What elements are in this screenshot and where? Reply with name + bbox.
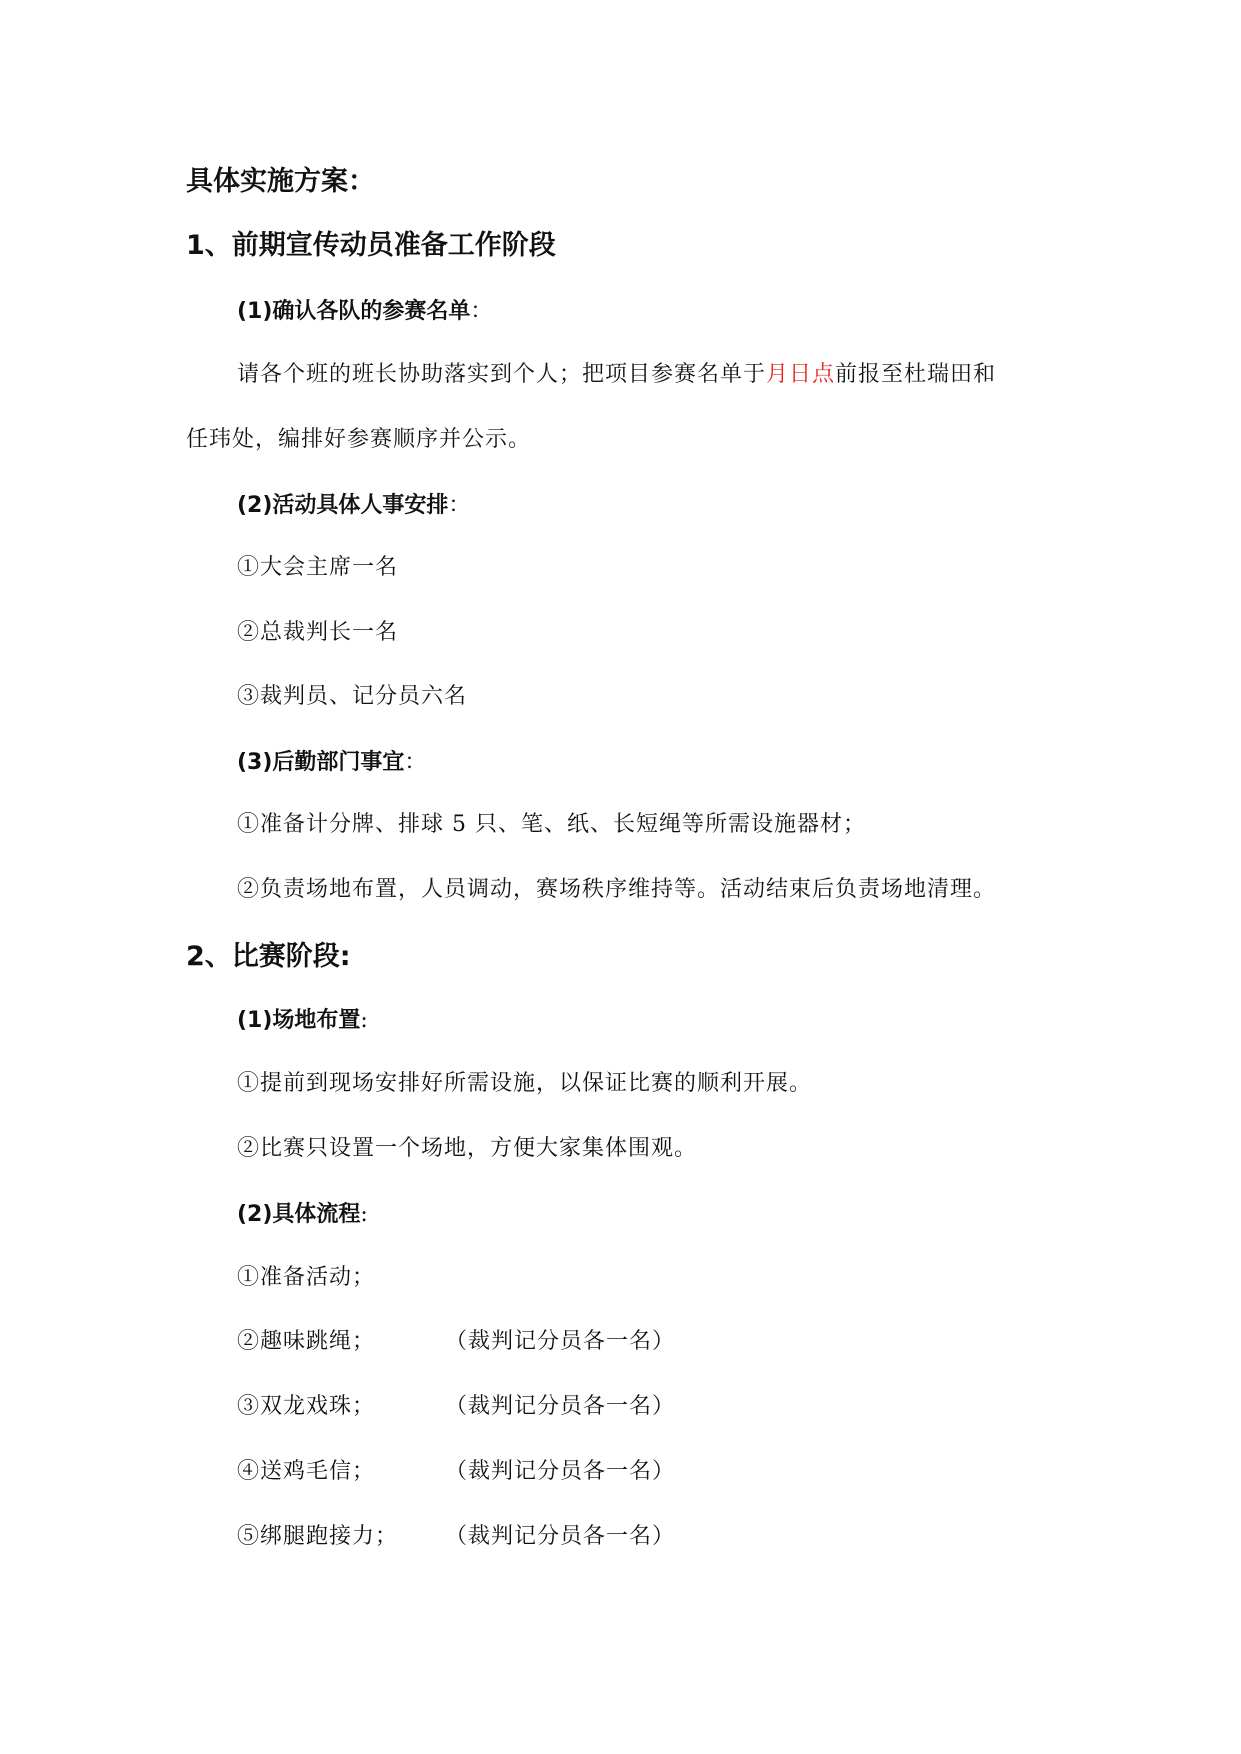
paragraph-text: 前报至杜瑞田和 (835, 362, 997, 387)
list-item: ①大会主席一名 (237, 555, 399, 580)
sub-heading-label: (1)确认各队的参赛名单 (237, 299, 471, 324)
highlighted-date-placeholder: 月日点 (766, 362, 836, 387)
sub-heading-label: (2)具体流程 (237, 1202, 361, 1227)
sub-heading-label: (1)场地布置 (237, 1008, 361, 1033)
section-2-sub-2-heading (237, 1204, 368, 1226)
flow-step (237, 1526, 937, 1548)
section-1-sub-3-heading (237, 752, 426, 774)
sub-heading-label: (2)活动具体人事安排 (237, 493, 449, 518)
flow-step-text: ②趣味跳绳； (237, 1329, 376, 1354)
list-item: ①准备计分牌、排球 5 只、笔、纸、长短绳等所需设施器材； (237, 812, 866, 837)
flow-step-note: （裁判记分员各一名） (445, 1524, 676, 1549)
section-2-heading: 2、比赛阶段: (186, 941, 351, 972)
flow-step-text: ④送鸡毛信； (237, 1459, 376, 1484)
sub-heading-colon: : (360, 1202, 368, 1227)
flow-step (237, 1396, 937, 1418)
flow-step (237, 1267, 937, 1289)
list-item: ②比赛只设置一个场地，方便大家集体围观。 (237, 1136, 698, 1161)
list-item: ①提前到现场安排好所需设施，以保证比赛的顺利开展。 (237, 1071, 813, 1096)
section-1-sub-2-heading (237, 495, 470, 517)
sub-heading-colon: ： (448, 493, 471, 518)
paragraph-line-1 (237, 364, 996, 386)
flow-step-text: ③双龙戏珠； (237, 1394, 376, 1419)
section-1-heading: 1、前期宣传动员准备工作阶段 (186, 230, 556, 261)
document-title: 具体实施方案： (186, 166, 375, 197)
sub-heading-colon: : (360, 1008, 368, 1033)
list-item: ②负责场地布置，人员调动，赛场秩序维持等。活动结束后负责场地清理。 (237, 877, 997, 902)
list-item: ③裁判员、记分员六名 (237, 684, 468, 709)
flow-step (237, 1461, 937, 1483)
flow-step-text: ①准备活动； (237, 1265, 376, 1290)
list-item: ②总裁判长一名 (237, 620, 399, 645)
flow-step-text: ⑤绑腿跑接力； (237, 1524, 399, 1549)
sub-heading-label: (3)后勤部门事宜 (237, 750, 405, 775)
flow-step (237, 1331, 937, 1353)
section-2-sub-1-heading (237, 1010, 368, 1032)
paragraph-line-2: 任玮处，编排好参赛顺序并公示。 (186, 427, 532, 452)
sub-heading-colon: ： (470, 299, 493, 324)
flow-step-note: （裁判记分员各一名） (445, 1329, 676, 1354)
paragraph-text: 请各个班的班长协助落实到个人；把项目参赛名单于 (237, 362, 767, 387)
flow-step-note: （裁判记分员各一名） (445, 1394, 676, 1419)
sub-heading-colon: ： (404, 750, 427, 775)
section-1-sub-1-heading (237, 301, 492, 323)
flow-step-note: （裁判记分员各一名） (445, 1459, 676, 1484)
